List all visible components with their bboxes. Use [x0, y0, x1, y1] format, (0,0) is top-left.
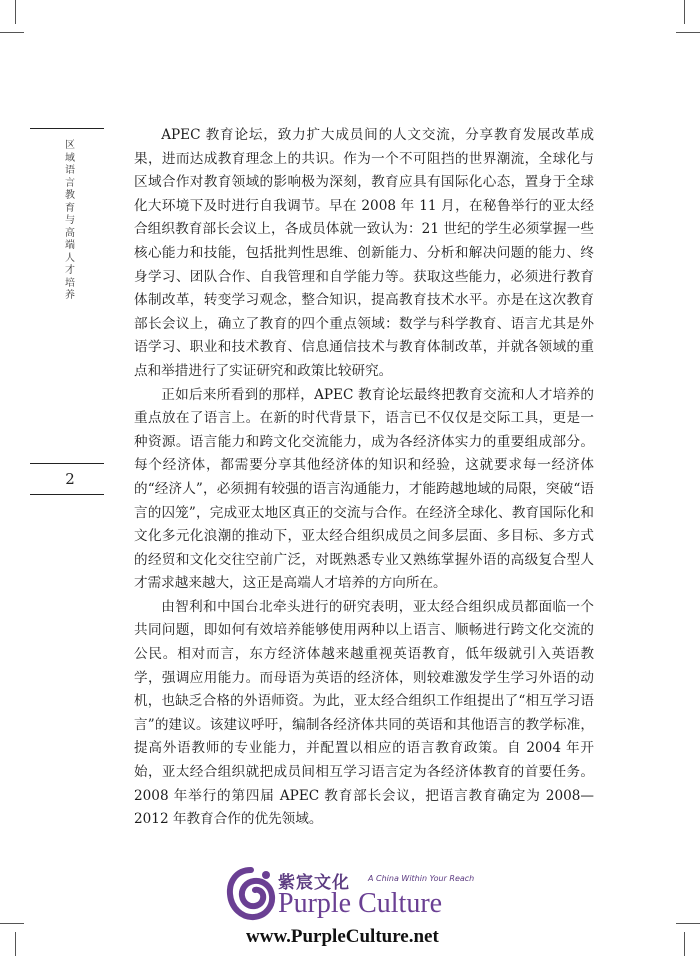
running-title: 区域语言教育与高端人才培养 — [65, 140, 75, 301]
brand-tagline: A China Within Your Reach — [368, 874, 475, 883]
spiral-logo-icon — [226, 866, 276, 922]
paragraph: 由智利和中国台北牵头进行的研究表明，亚太经合组织成员都面临一个共同问题，即如何有效培养能够使用两种以上语言、顺畅进行跨文化交流的公民。相对而言，东方经济体越来越重视英语教育，低年级就引入英语教学，强调应用能力。而母语为英语的经济体，则较难激发学生学习外语的动机，也缺乏合格的外语师资。为此，亚太经合组织工作组提出了“相互学习语言”的建议。该建议呼吁，编制各经济体共同的英语和其他语言的教学标准，提高外语教师的专业能力，并配置以相应的语言教育政策。自 2004 年开始，亚太经合组织就把成员间相互学习语言定为各经济体教育的首要任务。2008 年举行的第四届 APEC 教育部长会议，把语言教育确定为 2008—2012 年教育合作的优先领域。 — [134, 598, 594, 828]
crop-mark — [15, 932, 16, 956]
brand-chinese-name: 紫宸文化 — [278, 873, 350, 893]
page-number-rule — [30, 463, 104, 464]
brand-url: www.PurpleCulture.net — [246, 926, 439, 947]
paragraph: APEC 教育论坛，致力扩大成员间的人文交流，分享教育发展改革成果，进而达成教育理念上的共识。作为一个不可阻挡的世界潮流，全球化与区域合作对教育领域的影响极为深刻，教育应具有国际化心态，置身于全球化大环境下及时进行自我调节。早在 2008 年 11 月，在秘鲁举行的亚太经合组织教育部长会议上，各成员体就一致认为：21 世纪的学生必须掌握一些核心能力和技能，包括批判性思维、创新能力、分析和解决问题的能力、终身学习、团队合作、自我管理和自学能力等。获取这些能力，必须进行教育体制改革，转变学习观念，整合知识，提高教育技术水平。亦是在这次教育部长会议上，确立了教育的四个重点领域：数学与科学教育、语言尤其是外语学习、职业和技术教育、信息通信技术与教育体制改革，并就各领域的重点和举措进行了实证研究和政策比较研究。 — [134, 127, 594, 379]
crop-mark — [0, 923, 24, 924]
crop-mark — [0, 32, 24, 33]
crop-mark — [684, 932, 685, 956]
crop-mark — [676, 32, 700, 33]
body-text — [134, 124, 594, 832]
crop-mark — [15, 0, 16, 24]
page-number: 2 — [65, 470, 75, 488]
page-number-rule — [30, 494, 104, 495]
watermark-logo — [226, 866, 526, 950]
paragraph: 正如后来所看到的那样，APEC 教育论坛最终把教育交流和人才培养的重点放在了语言上。在新的时代背景下，语言已不仅仅是交际工具，更是一种资源。语言能力和跨文化交流能力，成为各经济体实力的重要组成部分。每个经济体，都需要分享其他经济体的知识和经验，这就要求每一经济体的“经济人”，必须拥有较强的语言沟通能力，才能跨越地域的局限，突破“语言的囚笼”，完成亚太地区真正的交流与合作。在经济全球化、教育国际化和文化多元化浪潮的推动下，亚太经合组织成员之间多层面、多目标、多方式的经贸和文化交往空前广泛，对既熟悉专业又熟练掌握外语的高级复合型人才需求越来越大，这正是高端人才培养的方向所在。 — [134, 386, 594, 592]
crop-mark — [676, 923, 700, 924]
crop-mark — [684, 0, 685, 24]
header-rule — [30, 128, 104, 129]
brand-english-name: Purple Culture — [278, 888, 443, 919]
